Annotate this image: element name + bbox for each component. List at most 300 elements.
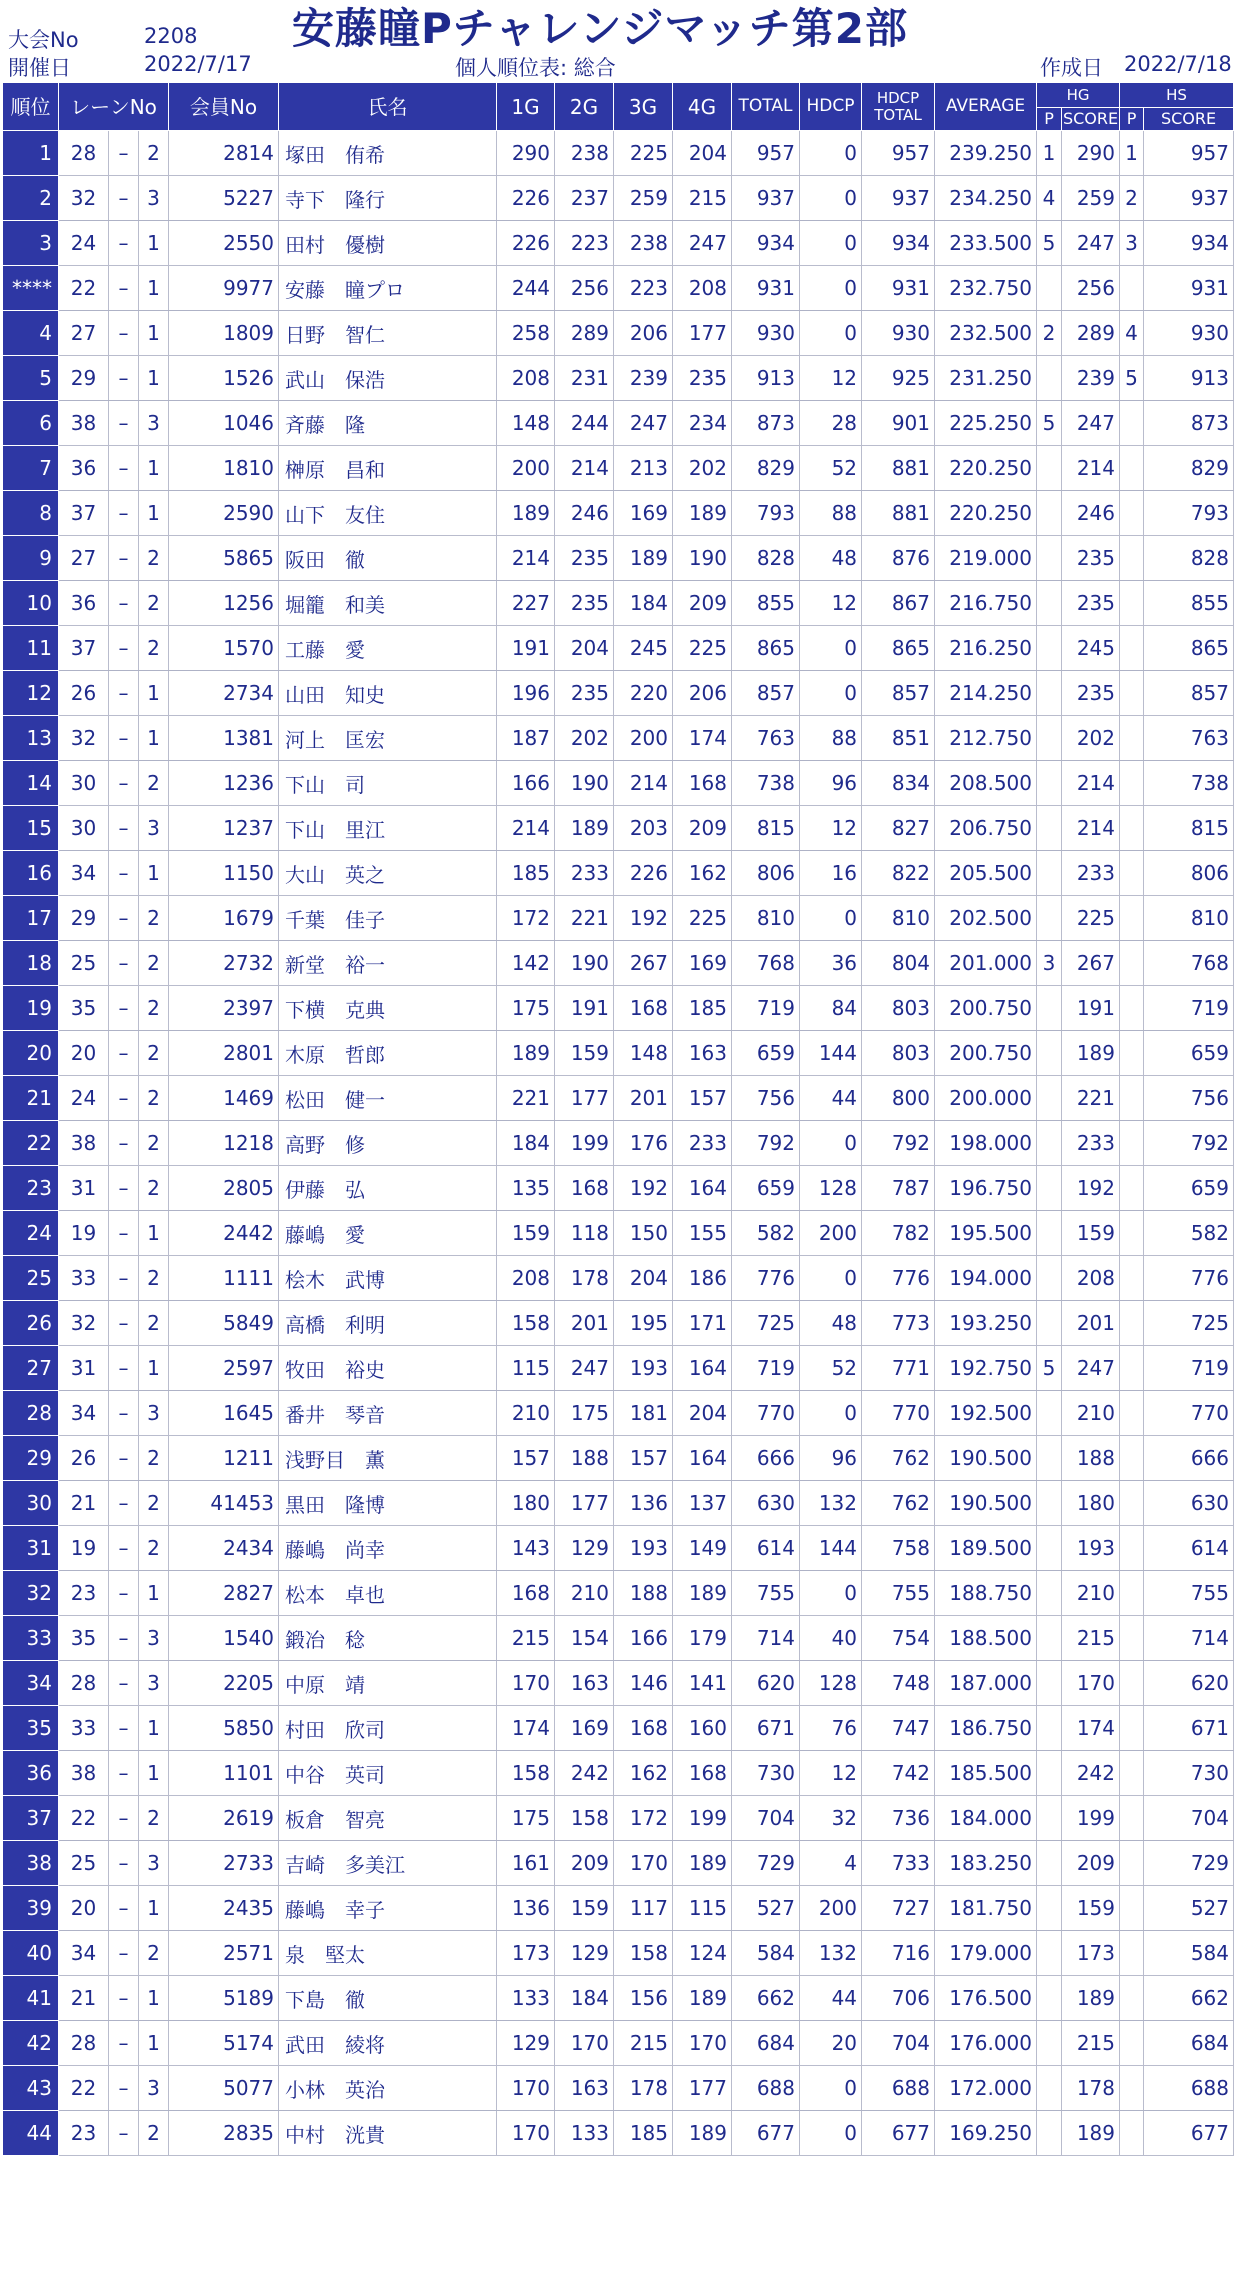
- cell-lane-dash: –: [109, 1661, 139, 1706]
- table-row: [3, 446, 1234, 491]
- cell-average: 212.750: [935, 716, 1037, 761]
- cell-lane-dash: –: [109, 1526, 139, 1571]
- cell-rank: 12: [3, 671, 59, 716]
- cell-g4: 168: [673, 1751, 732, 1796]
- cell-hs-score: 810: [1144, 896, 1234, 941]
- cell-g4: 215: [673, 176, 732, 221]
- cell-g4: 209: [673, 581, 732, 626]
- cell-hg-score: 214: [1062, 446, 1120, 491]
- cell-g3: 213: [614, 446, 673, 491]
- cell-hs-p: 1: [1120, 131, 1144, 176]
- cell-hg-p: [1037, 581, 1062, 626]
- cell-hs-p: [1120, 1571, 1144, 1616]
- table-row: [3, 1391, 1234, 1436]
- cell-hdcp: 28: [800, 401, 862, 446]
- cell-total: 806: [732, 851, 800, 896]
- cell-average: 232.500: [935, 311, 1037, 356]
- cell-name: 牧田 裕史: [279, 1346, 497, 1391]
- cell-g4: 189: [673, 1841, 732, 1886]
- cell-rank: 16: [3, 851, 59, 896]
- cell-hs-p: [1120, 1301, 1144, 1346]
- cell-hs-p: [1120, 986, 1144, 1031]
- cell-hg-p: [1037, 1301, 1062, 1346]
- cell-g1: 221: [497, 1076, 555, 1121]
- cell-g3: 247: [614, 401, 673, 446]
- cell-rank: 22: [3, 1121, 59, 1166]
- cell-hs-p: [1120, 1931, 1144, 1976]
- col-hdcp: HDCP: [800, 83, 862, 131]
- cell-lane-dash: –: [109, 311, 139, 356]
- cell-g4: 163: [673, 1031, 732, 1076]
- col-hs-score: SCORE: [1144, 108, 1234, 131]
- cell-rank: 5: [3, 356, 59, 401]
- cell-hg-p: 2: [1037, 311, 1062, 356]
- event-date: 2022/7/17: [144, 52, 252, 76]
- cell-g1: 170: [497, 1661, 555, 1706]
- cell-lane-sub: 3: [139, 1391, 169, 1436]
- cell-hs-score: 630: [1144, 1481, 1234, 1526]
- cell-average: 189.500: [935, 1526, 1037, 1571]
- cell-rank: 7: [3, 446, 59, 491]
- cell-hg-p: [1037, 266, 1062, 311]
- cell-g2: 214: [555, 446, 614, 491]
- cell-lane-sub: 2: [139, 896, 169, 941]
- cell-hs-p: [1120, 1211, 1144, 1256]
- cell-g4: 189: [673, 2111, 732, 2156]
- cell-rank: 21: [3, 1076, 59, 1121]
- cell-name: 阪田 徹: [279, 536, 497, 581]
- cell-hdcp: 44: [800, 1976, 862, 2021]
- cell-name: 下島 徹: [279, 1976, 497, 2021]
- cell-member: 1810: [169, 446, 279, 491]
- cell-g1: 174: [497, 1706, 555, 1751]
- table-row: [3, 986, 1234, 1031]
- cell-g3: 201: [614, 1076, 673, 1121]
- cell-g3: 245: [614, 626, 673, 671]
- cell-hs-score: 855: [1144, 581, 1234, 626]
- table-row: [3, 941, 1234, 986]
- cell-hdcp: 0: [800, 1391, 862, 1436]
- cell-rank: 40: [3, 1931, 59, 1976]
- cell-rank: 19: [3, 986, 59, 1031]
- cell-g4: 186: [673, 1256, 732, 1301]
- cell-lane-sub: 1: [139, 221, 169, 266]
- cell-total: 725: [732, 1301, 800, 1346]
- cell-hdcp: 48: [800, 1301, 862, 1346]
- cell-lane: 27: [59, 311, 109, 356]
- cell-lane-sub: 2: [139, 1031, 169, 1076]
- cell-lane-sub: 1: [139, 1751, 169, 1796]
- cell-lane-sub: 1: [139, 2021, 169, 2066]
- cell-average: 233.500: [935, 221, 1037, 266]
- cell-average: 188.500: [935, 1616, 1037, 1661]
- cell-hg-score: 290: [1062, 131, 1120, 176]
- cell-hdcp: 0: [800, 131, 862, 176]
- cell-lane-sub: 3: [139, 401, 169, 446]
- table-row: [3, 1571, 1234, 1616]
- cell-hdcp: 76: [800, 1706, 862, 1751]
- cell-member: 5850: [169, 1706, 279, 1751]
- cell-lane-sub: 1: [139, 1976, 169, 2021]
- cell-lane-dash: –: [109, 626, 139, 671]
- cell-average: 172.000: [935, 2066, 1037, 2111]
- cell-lane: 33: [59, 1706, 109, 1751]
- cell-rank: 10: [3, 581, 59, 626]
- cell-hg-score: 247: [1062, 221, 1120, 266]
- cell-member: 1101: [169, 1751, 279, 1796]
- cell-lane-sub: 2: [139, 1526, 169, 1571]
- cell-name: 工藤 愛: [279, 626, 497, 671]
- cell-hg-score: 210: [1062, 1571, 1120, 1616]
- cell-rank: 24: [3, 1211, 59, 1256]
- cell-rank: 39: [3, 1886, 59, 1931]
- cell-lane-dash: –: [109, 1571, 139, 1616]
- cell-lane-sub: 1: [139, 851, 169, 896]
- cell-hdcp: 200: [800, 1886, 862, 1931]
- cell-lane: 28: [59, 1661, 109, 1706]
- cell-g1: 208: [497, 1256, 555, 1301]
- cell-hs-p: [1120, 1121, 1144, 1166]
- cell-rank: 36: [3, 1751, 59, 1796]
- cell-member: 1469: [169, 1076, 279, 1121]
- cell-average: 225.250: [935, 401, 1037, 446]
- cell-hs-score: 792: [1144, 1121, 1234, 1166]
- cell-lane-dash: –: [109, 1256, 139, 1301]
- cell-lane-dash: –: [109, 1616, 139, 1661]
- table-row: [3, 1976, 1234, 2021]
- cell-lane: 20: [59, 1886, 109, 1931]
- cell-lane-dash: –: [109, 1886, 139, 1931]
- table-row: [3, 1076, 1234, 1121]
- cell-lane-dash: –: [109, 1391, 139, 1436]
- cell-g2: 221: [555, 896, 614, 941]
- cell-g1: 136: [497, 1886, 555, 1931]
- cell-hdcp: 0: [800, 2066, 862, 2111]
- cell-hg-p: [1037, 851, 1062, 896]
- cell-hs-score: 806: [1144, 851, 1234, 896]
- cell-g4: 164: [673, 1436, 732, 1481]
- cell-g4: 141: [673, 1661, 732, 1706]
- cell-lane-sub: 2: [139, 986, 169, 1031]
- table-row: [3, 1706, 1234, 1751]
- cell-hdcp-total: 822: [862, 851, 935, 896]
- cell-hg-p: [1037, 806, 1062, 851]
- table-row: [3, 266, 1234, 311]
- cell-lane-dash: –: [109, 1976, 139, 2021]
- cell-hg-p: [1037, 2066, 1062, 2111]
- cell-lane: 33: [59, 1256, 109, 1301]
- cell-hg-p: [1037, 896, 1062, 941]
- cell-hg-score: 193: [1062, 1526, 1120, 1571]
- cell-name: 下山 里江: [279, 806, 497, 851]
- cell-g1: 158: [497, 1301, 555, 1346]
- cell-hg-score: 247: [1062, 1346, 1120, 1391]
- cell-lane-dash: –: [109, 1346, 139, 1391]
- cell-hg-score: 245: [1062, 626, 1120, 671]
- cell-hdcp-total: 716: [862, 1931, 935, 1976]
- cell-hs-score: 957: [1144, 131, 1234, 176]
- cell-rank: 41: [3, 1976, 59, 2021]
- cell-hdcp-total: 762: [862, 1436, 935, 1481]
- cell-g2: 177: [555, 1481, 614, 1526]
- cell-total: 527: [732, 1886, 800, 1931]
- cell-g4: 169: [673, 941, 732, 986]
- cell-lane-dash: –: [109, 176, 139, 221]
- cell-g1: 170: [497, 2111, 555, 2156]
- cell-lane-sub: 2: [139, 1481, 169, 1526]
- cell-g3: 146: [614, 1661, 673, 1706]
- cell-g4: 225: [673, 626, 732, 671]
- cell-rank: 23: [3, 1166, 59, 1211]
- cell-hdcp-total: 747: [862, 1706, 935, 1751]
- cell-lane-dash: –: [109, 536, 139, 581]
- cell-g1: 214: [497, 536, 555, 581]
- cell-lane-dash: –: [109, 2111, 139, 2156]
- cell-lane-dash: –: [109, 221, 139, 266]
- cell-rank: ****: [3, 266, 59, 311]
- table-row: [3, 1256, 1234, 1301]
- cell-g4: 160: [673, 1706, 732, 1751]
- cell-lane: 27: [59, 536, 109, 581]
- cell-lane-sub: 2: [139, 941, 169, 986]
- cell-g2: 231: [555, 356, 614, 401]
- cell-g4: 235: [673, 356, 732, 401]
- cell-g4: 174: [673, 716, 732, 761]
- cell-hg-score: 256: [1062, 266, 1120, 311]
- cell-g1: 168: [497, 1571, 555, 1616]
- cell-lane-dash: –: [109, 1706, 139, 1751]
- cell-g3: 185: [614, 2111, 673, 2156]
- cell-lane-sub: 2: [139, 1301, 169, 1346]
- cell-hs-p: [1120, 1256, 1144, 1301]
- cell-rank: 42: [3, 2021, 59, 2066]
- cell-lane: 21: [59, 1976, 109, 2021]
- cell-lane-dash: –: [109, 896, 139, 941]
- cell-hdcp-total: 754: [862, 1616, 935, 1661]
- cell-g1: 258: [497, 311, 555, 356]
- cell-average: 200.000: [935, 1076, 1037, 1121]
- cell-hdcp: 96: [800, 761, 862, 806]
- cell-hs-p: 2: [1120, 176, 1144, 221]
- cell-member: 2827: [169, 1571, 279, 1616]
- cell-hdcp-total: 803: [862, 1031, 935, 1076]
- cell-total: 873: [732, 401, 800, 446]
- cell-hg-score: 215: [1062, 2021, 1120, 2066]
- cell-hg-score: 235: [1062, 536, 1120, 581]
- cell-g4: 204: [673, 131, 732, 176]
- cell-hg-p: 5: [1037, 1346, 1062, 1391]
- table-row: [3, 1796, 1234, 1841]
- cell-lane-dash: –: [109, 1211, 139, 1256]
- cell-average: 198.000: [935, 1121, 1037, 1166]
- cell-lane: 35: [59, 986, 109, 1031]
- cell-g1: 175: [497, 1796, 555, 1841]
- cell-member: 1570: [169, 626, 279, 671]
- cell-total: 662: [732, 1976, 800, 2021]
- cell-g4: 190: [673, 536, 732, 581]
- cell-hdcp-total: 834: [862, 761, 935, 806]
- cell-total: 614: [732, 1526, 800, 1571]
- cell-hs-p: [1120, 671, 1144, 716]
- cell-lane-dash: –: [109, 2066, 139, 2111]
- cell-hs-p: [1120, 1886, 1144, 1931]
- col-hdcp-total-line2: TOTAL: [874, 105, 922, 124]
- cell-rank: 33: [3, 1616, 59, 1661]
- cell-name: 吉崎 多美江: [279, 1841, 497, 1886]
- cell-name: 斉藤 隆: [279, 401, 497, 446]
- cell-lane: 32: [59, 1301, 109, 1346]
- cell-hdcp-total: 930: [862, 311, 935, 356]
- cell-hg-score: 210: [1062, 1391, 1120, 1436]
- cell-hg-score: 239: [1062, 356, 1120, 401]
- cell-member: 2590: [169, 491, 279, 536]
- cell-g3: 168: [614, 986, 673, 1031]
- cell-rank: 27: [3, 1346, 59, 1391]
- cell-average: 239.250: [935, 131, 1037, 176]
- cell-g2: 233: [555, 851, 614, 896]
- cell-total: 582: [732, 1211, 800, 1256]
- cell-g1: 227: [497, 581, 555, 626]
- cell-hs-score: 930: [1144, 311, 1234, 356]
- col-g3: 3G: [614, 83, 673, 131]
- cell-g2: 235: [555, 581, 614, 626]
- cell-g3: 192: [614, 1166, 673, 1211]
- cell-member: 5849: [169, 1301, 279, 1346]
- cell-total: 931: [732, 266, 800, 311]
- cell-hs-score: 584: [1144, 1931, 1234, 1976]
- cell-name: 千葉 佳子: [279, 896, 497, 941]
- cell-rank: 3: [3, 221, 59, 266]
- cell-g4: 164: [673, 1346, 732, 1391]
- cell-rank: 26: [3, 1301, 59, 1346]
- cell-g4: 208: [673, 266, 732, 311]
- cell-g3: 158: [614, 1931, 673, 1976]
- cell-hs-score: 582: [1144, 1211, 1234, 1256]
- cell-g3: 150: [614, 1211, 673, 1256]
- cell-g2: 170: [555, 2021, 614, 2066]
- cell-hdcp: 0: [800, 626, 862, 671]
- cell-lane-dash: –: [109, 716, 139, 761]
- cell-average: 195.500: [935, 1211, 1037, 1256]
- cell-rank: 44: [3, 2111, 59, 2156]
- table-row: [3, 491, 1234, 536]
- cell-member: 2435: [169, 1886, 279, 1931]
- cell-lane: 35: [59, 1616, 109, 1661]
- cell-hg-score: 159: [1062, 1211, 1120, 1256]
- cell-rank: 1: [3, 131, 59, 176]
- cell-name: 武田 綾将: [279, 2021, 497, 2066]
- cell-g4: 234: [673, 401, 732, 446]
- cell-hdcp-total: 782: [862, 1211, 935, 1256]
- cell-total: 770: [732, 1391, 800, 1436]
- cell-hg-p: [1037, 1436, 1062, 1481]
- cell-hs-score: 776: [1144, 1256, 1234, 1301]
- cell-hs-p: [1120, 491, 1144, 536]
- col-hs: HS: [1120, 83, 1234, 108]
- cell-hg-score: 235: [1062, 671, 1120, 716]
- cell-total: 937: [732, 176, 800, 221]
- cell-name: 下横 克典: [279, 986, 497, 1031]
- cell-hdcp: 12: [800, 1751, 862, 1796]
- cell-member: 1381: [169, 716, 279, 761]
- table-row: [3, 1436, 1234, 1481]
- cell-total: 704: [732, 1796, 800, 1841]
- cell-lane: 21: [59, 1481, 109, 1526]
- cell-total: 659: [732, 1166, 800, 1211]
- cell-hg-score: 209: [1062, 1841, 1120, 1886]
- cell-rank: 2: [3, 176, 59, 221]
- cell-average: 219.000: [935, 536, 1037, 581]
- cell-hg-score: 233: [1062, 851, 1120, 896]
- cell-hdcp: 0: [800, 2111, 862, 2156]
- cell-g3: 215: [614, 2021, 673, 2066]
- cell-total: 620: [732, 1661, 800, 1706]
- cell-lane: 22: [59, 2066, 109, 2111]
- cell-name: 鍛冶 稔: [279, 1616, 497, 1661]
- table-row: [3, 1526, 1234, 1571]
- cell-g2: 210: [555, 1571, 614, 1616]
- cell-g3: 238: [614, 221, 673, 266]
- table-row: [3, 1121, 1234, 1166]
- cell-hg-p: [1037, 1166, 1062, 1211]
- cell-lane-sub: 2: [139, 1166, 169, 1211]
- cell-hdcp-total: 803: [862, 986, 935, 1031]
- cell-total: 659: [732, 1031, 800, 1076]
- cell-hg-p: [1037, 1571, 1062, 1616]
- cell-hs-p: [1120, 1841, 1144, 1886]
- cell-g4: 189: [673, 1571, 732, 1616]
- cell-member: 1256: [169, 581, 279, 626]
- cell-hdcp-total: 755: [862, 1571, 935, 1616]
- cell-average: 216.250: [935, 626, 1037, 671]
- cell-name: 山田 知史: [279, 671, 497, 716]
- cell-lane-dash: –: [109, 581, 139, 626]
- cell-average: 184.000: [935, 1796, 1037, 1841]
- cell-hdcp: 84: [800, 986, 862, 1031]
- cell-g1: 226: [497, 221, 555, 266]
- cell-average: 188.750: [935, 1571, 1037, 1616]
- cell-g1: 173: [497, 1931, 555, 1976]
- table-row: [3, 1841, 1234, 1886]
- cell-rank: 11: [3, 626, 59, 671]
- cell-g1: 142: [497, 941, 555, 986]
- cell-g3: 117: [614, 1886, 673, 1931]
- cell-member: 5174: [169, 2021, 279, 2066]
- cell-member: 1236: [169, 761, 279, 806]
- cell-g4: 157: [673, 1076, 732, 1121]
- cell-hg-p: [1037, 1211, 1062, 1256]
- cell-name: 安藤 瞳プロ: [279, 266, 497, 311]
- cell-g2: 163: [555, 1661, 614, 1706]
- cell-total: 776: [732, 1256, 800, 1301]
- cell-hs-p: [1120, 761, 1144, 806]
- cell-g2: 204: [555, 626, 614, 671]
- cell-g2: 168: [555, 1166, 614, 1211]
- cell-total: 957: [732, 131, 800, 176]
- cell-lane-dash: –: [109, 851, 139, 896]
- cell-hg-score: 246: [1062, 491, 1120, 536]
- cell-lane: 26: [59, 1436, 109, 1481]
- cell-g2: 178: [555, 1256, 614, 1301]
- cell-hs-score: 659: [1144, 1166, 1234, 1211]
- cell-lane-sub: 3: [139, 1616, 169, 1661]
- cell-hs-score: 865: [1144, 626, 1234, 671]
- cell-lane-dash: –: [109, 671, 139, 716]
- cell-average: 176.500: [935, 1976, 1037, 2021]
- cell-g3: 188: [614, 1571, 673, 1616]
- cell-g3: 170: [614, 1841, 673, 1886]
- cell-g4: 162: [673, 851, 732, 896]
